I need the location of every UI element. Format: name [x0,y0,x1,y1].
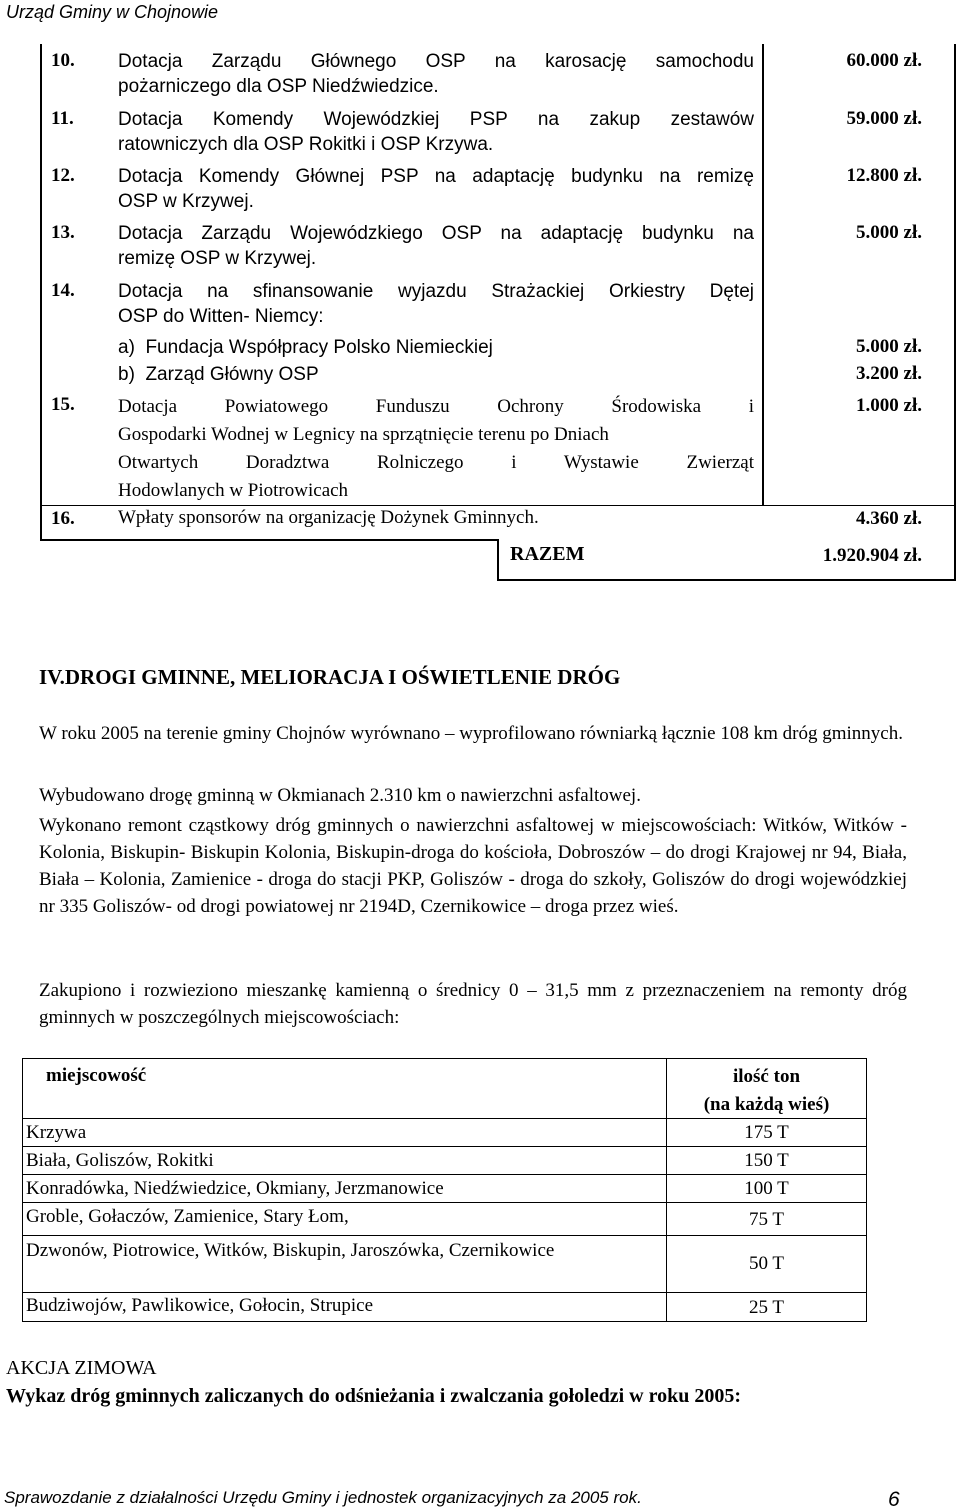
gravel-header-place: miejscowość [46,1065,147,1086]
gravel-place: Budziwojów, Pawlikowice, Gołocin, Strupice [26,1295,374,1316]
paragraph-repairs: Wykonano remont cząstkowy dróg gminnych o nawierzchni asfaltowej w miejscowościach: Witków, Witków - Kolonia, Biskupin- Biskupin Kolonia, Biskupin-droga do kościoła, Dobroszów – do drogi Krajowej nr 94, Biała, Biała – Kolonia, Zamienice - droga do stacji PKP, Goliszów - droga do szkoły, Goliszów do drogi wojewódzkiej nr 335 Goliszów- od drogi powiatowej nr 2194D, Czernikowice – droga przez wieś. [39,815,907,917]
gravel-header-tons-line: (na każdą wieś) [703,1094,830,1115]
row-amount: 60.000 zł. [846,50,922,71]
gravel-place: Dzwonów, Piotrowice, Witków, Biskupin, Jaroszówka, Czernikowice [26,1240,555,1261]
row-description [118,164,754,214]
row-description-line: Gospodarki Wodnej w Legnicy na sprzątnięcie terenu po Dniach [118,424,609,445]
row-number: 11. [51,108,74,129]
gravel-tons: 175 T [744,1122,789,1143]
section-heading: IV.DROGI GMINNE, MELIORACJA I OŚWIETLENIE DRÓG [39,665,621,689]
gravel-tons: 25 T [748,1297,784,1318]
row-number: 13. [51,222,75,243]
row-description [118,393,754,505]
row-number: 15. [51,394,75,415]
gravel-place: Biała, Goliszów, Rokitki [26,1150,214,1171]
gravel-tons: 150 T [744,1150,789,1171]
row-description-line: Hodowlanych w Piotrowicach [118,480,349,501]
sub-item-label: b) Zarząd Główny OSP [118,364,319,385]
row-number: 10. [51,50,75,71]
gravel-row-line [22,1202,867,1203]
row-description-line: Dotacja Powiatowego Funduszu Ochrony Środowiska i [118,396,754,417]
gravel-place: Groble, Gołaczów, Zamienice, Stary Łom, [26,1206,349,1227]
row-description-line: ratowniczych dla OSP Rokitki i OSP Krzywa. [118,134,494,155]
gravel-row-line [22,1146,867,1147]
gravel-header-tons [667,1063,866,1119]
table-border-divider [762,44,764,506]
page-header-title: Urząd Gminy w Chojnowie [6,2,219,22]
row-amount: 1.000 zł. [856,395,922,416]
row-amount: 59.000 zł. [846,108,922,129]
row-amount: 4.360 zł. [856,508,922,529]
paragraph-gravel: Zakupiono i rozwieziono mieszankę kamienną o średnicy 0 – 31,5 mm z przeznaczeniem na remonty dróg gminnych w poszczególnych miejscowościach: [39,980,907,1028]
paragraph-construction: Wybudowano drogę gminną w Okmianach 2.310 km o nawierzchni asfaltowej. [39,785,641,806]
row-description [118,279,754,329]
razem-box-left [497,539,499,580]
row-description-line: OSP w Krzywej. [118,191,254,212]
sub-item-amount: 5.000 zł. [856,336,922,357]
row-amount: 5.000 zł. [856,222,922,243]
winter-subtitle: Wykaz dróg gminnych zaliczanych do odśnieżania i zwalczania gołoledzi w roku 2005: [6,1385,742,1407]
gravel-table-top [22,1058,867,1059]
row-description: Wpłaty sponsorów na organizację Dożynek Gminnych. [118,507,539,528]
sub-item-amount: 3.200 zł. [856,363,922,384]
row-number: 14. [51,280,75,301]
gravel-tons: 75 T [748,1209,784,1230]
row-description-line: Dotacja Komendy Wojewódzkiej PSP na zakup zestawów [118,109,754,130]
row-description-line: Dotacja na sfinansowanie wyjazdu Strażackiej Orkiestry Dętej [118,281,754,302]
gravel-header-tons-line: ilość ton [732,1066,801,1087]
row-number: 16. [51,508,75,529]
sub-item-label: a) Fundacja Współpracy Polsko Niemieckiej [118,337,493,358]
gravel-row-line [22,1235,867,1236]
row-description [118,221,754,271]
winter-title: AKCJA ZIMOWA [6,1357,157,1379]
row-description-line: remizę OSP w Krzywej. [118,248,317,269]
total-amount: 1.920.904 zł. [822,545,922,566]
row-amount: 12.800 zł. [846,165,922,186]
gravel-table-bottom [22,1321,867,1322]
row-description-line: Dotacja Zarządu Głównego OSP na karosację samochodu [118,51,754,72]
razem-box-bottom [497,579,956,581]
gravel-table-left [22,1058,23,1322]
row-description-line: OSP do Witten- Niemcy: [118,306,324,327]
row-description-line: Dotacja Zarządu Wojewódzkiego OSP na adaptację budynku na [118,223,754,244]
row-description [118,49,754,99]
table-border-left [40,44,42,540]
paragraph-grading: W roku 2005 na terenie gminy Chojnów wyrównano – wyprofilowano równiarką łącznie 108 km dróg gminnych. [39,723,903,744]
total-label: RAZEM [510,543,585,565]
row-description-line: pożarniczego dla OSP Niedźwiedzice. [118,76,439,97]
gravel-tons: 100 T [744,1178,789,1199]
gravel-tons: 50 T [748,1253,784,1274]
row-description-line: Dotacja Komendy Głównej PSP na adaptację budynku na remizę [118,166,754,187]
gravel-place: Krzywa [26,1122,87,1143]
page-footer-text: Sprawozdanie z działalności Urzędu Gminy i jednostek organizacyjnych za 2005 rok. [4,1488,642,1507]
table-border-right [954,44,956,580]
page-number: 6 [888,1488,900,1511]
row-number: 12. [51,165,75,186]
gravel-place: Konradówka, Niedźwiedzice, Okmiany, Jerzmanowice [26,1178,444,1199]
gravel-row-line [22,1174,867,1175]
row-description-line: Otwartych Doradztwa Rolniczego i Wystawie Zwierząt [118,452,754,473]
table-bottom-left [40,539,498,541]
gravel-table-right [866,1058,867,1322]
row-description [118,107,754,157]
